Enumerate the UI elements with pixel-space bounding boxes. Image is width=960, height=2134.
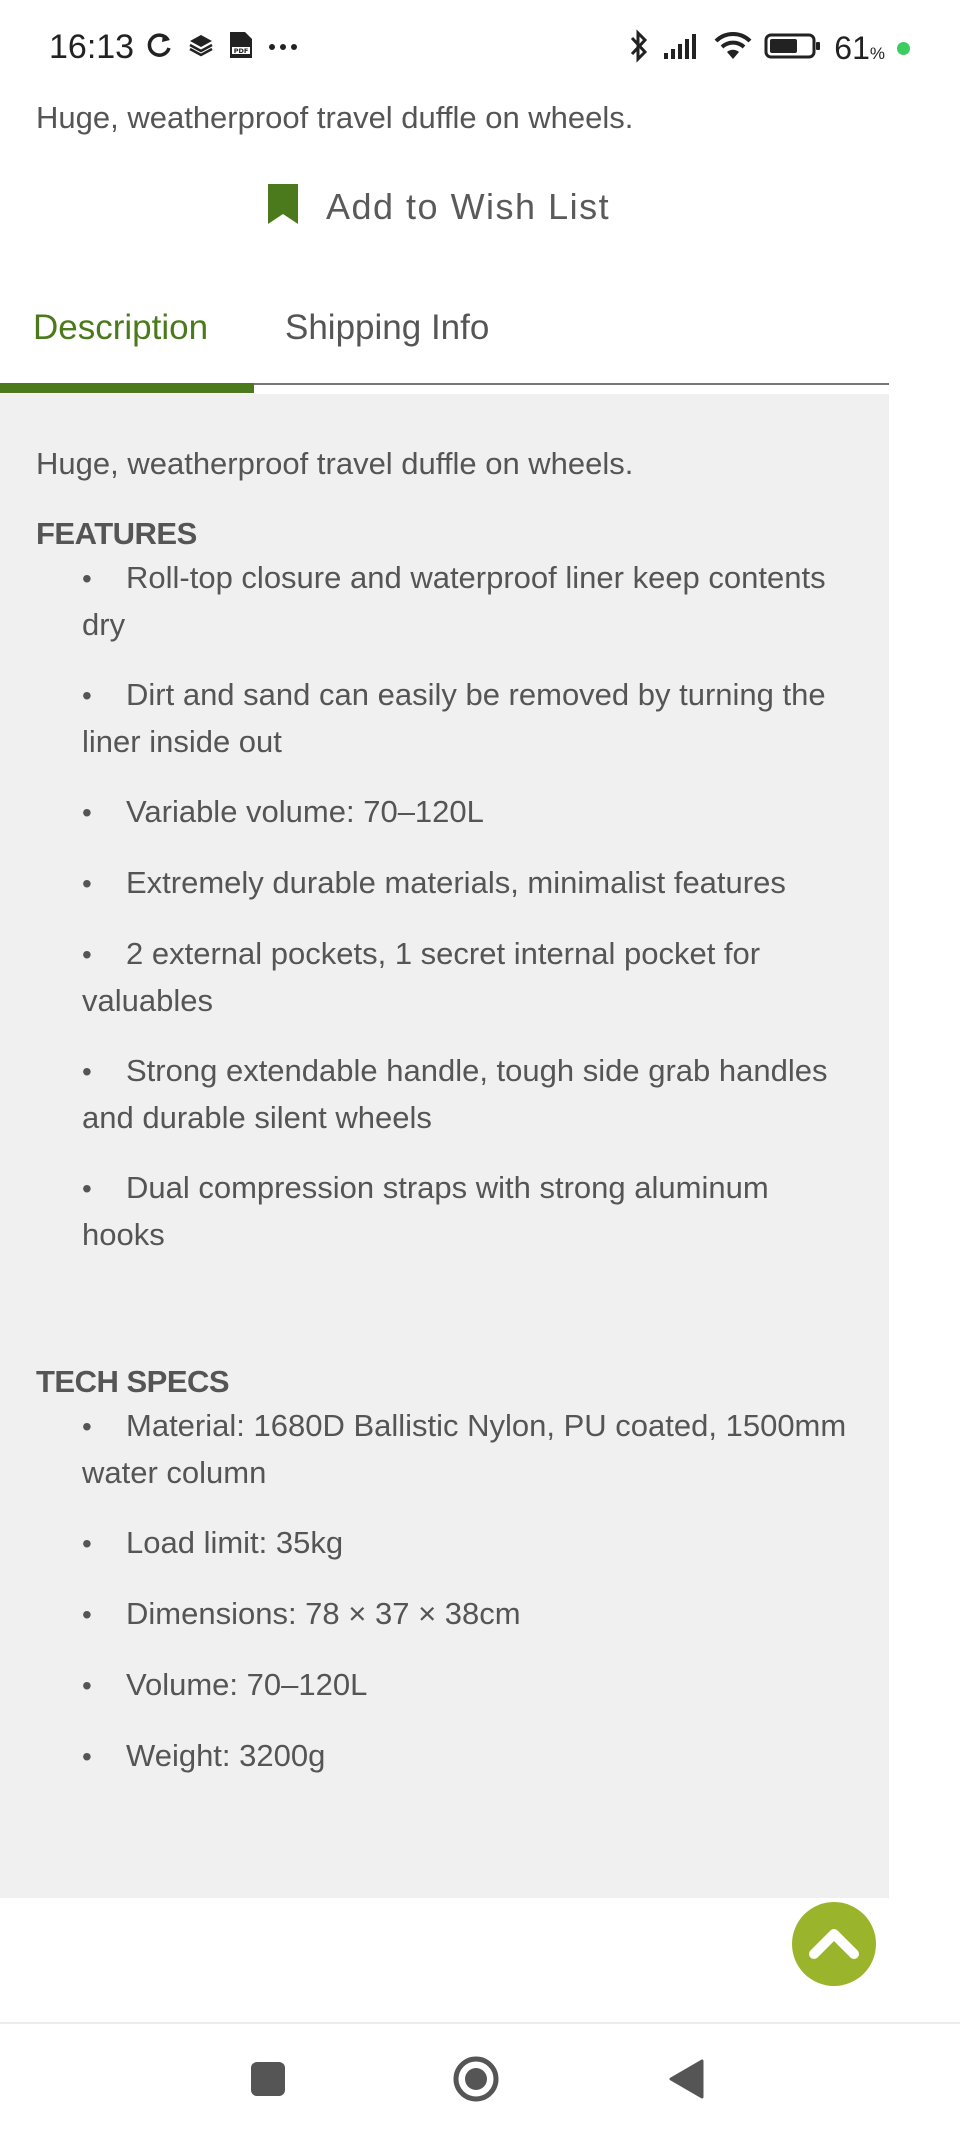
battery-percent: 61% — [834, 30, 885, 66]
circle-icon — [452, 2055, 500, 2103]
tab-description[interactable]: Description — [33, 308, 209, 347]
list-item: • Variable volume: 70–120L — [82, 789, 852, 836]
back-button[interactable] — [667, 2058, 705, 2100]
privacy-indicator-dot — [897, 42, 910, 55]
cellular-signal-icon — [662, 31, 702, 66]
bookmark-icon — [268, 184, 298, 229]
list-item: • Weight: 3200g — [82, 1733, 852, 1780]
back-triangle-icon — [667, 2058, 705, 2100]
list-item: • Extremely durable materials, minimalist features — [82, 860, 852, 907]
square-icon — [250, 2061, 286, 2097]
tech-specs-heading: TECH SPECS — [36, 1364, 230, 1399]
battery-icon — [764, 31, 822, 66]
features-list — [82, 555, 852, 1282]
status-bar — [0, 0, 960, 96]
list-item: • Dual compression straps with strong aluminum hooks — [82, 1165, 852, 1258]
product-tabs — [0, 290, 889, 394]
bluetooth-icon — [628, 28, 650, 69]
wishlist-label: Add to Wish List — [326, 185, 611, 227]
chevron-up-icon — [792, 1902, 876, 1986]
system-icons — [628, 28, 910, 69]
tab-shipping-info[interactable]: Shipping Info — [285, 308, 490, 347]
wifi-icon — [714, 31, 752, 66]
list-item: • Material: 1680D Ballistic Nylon, PU coated, 1500mm water column — [82, 1403, 852, 1496]
list-item: • Load limit: 35kg — [82, 1520, 852, 1567]
features-heading: FEATURES — [36, 516, 197, 551]
tab-divider — [254, 383, 889, 385]
home-button[interactable] — [452, 2055, 500, 2103]
sync-icon — [144, 30, 174, 65]
recent-apps-button[interactable] — [250, 2061, 286, 2097]
pdf-file-icon — [228, 30, 254, 65]
nav-bar-divider — [0, 2022, 960, 2024]
add-to-wishlist-button[interactable] — [268, 184, 610, 229]
list-item: • Dimensions: 78 × 37 × 38cm — [82, 1591, 852, 1638]
list-item: • Roll-top closure and waterproof liner keep contents dry — [82, 555, 852, 648]
status-time: 16:13 — [49, 28, 135, 66]
list-item: • 2 external pockets, 1 secret internal pocket for valuables — [82, 931, 852, 1024]
svg-text:PDF: PDF — [233, 47, 249, 55]
list-item: • Dirt and sand can easily be removed by turning the liner inside out — [82, 672, 852, 765]
description-intro: Huge, weatherproof travel duffle on wheels. — [36, 446, 634, 481]
list-item: • Volume: 70–120L — [82, 1662, 852, 1709]
tech-specs-list — [82, 1403, 852, 1804]
notification-icons — [144, 30, 298, 65]
active-tab-indicator — [0, 383, 254, 393]
list-item: • Strong extendable handle, tough side grab handles and durable silent wheels — [82, 1048, 852, 1141]
layers-icon — [188, 32, 214, 63]
scroll-to-top-button[interactable] — [792, 1902, 876, 1986]
description-panel — [0, 394, 889, 1898]
product-short-description: Huge, weatherproof travel duffle on wheels. — [36, 100, 634, 135]
more-dots-icon — [268, 39, 298, 57]
